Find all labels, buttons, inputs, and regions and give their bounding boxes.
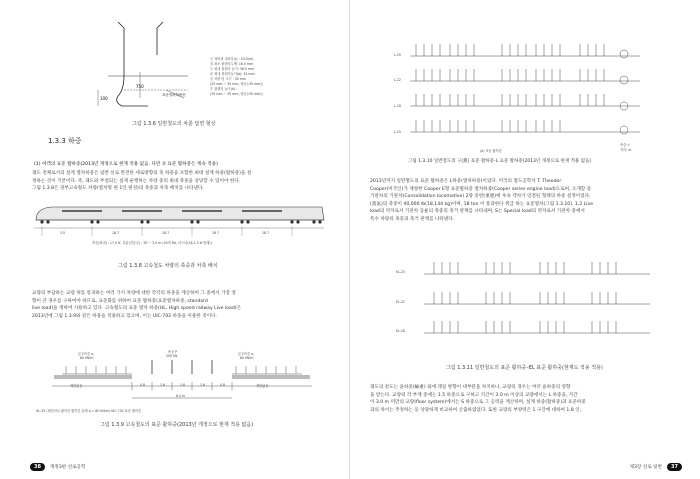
- paragraph-line: 을 받는다. 교량의 각 부재 중에는 1.5 하중으로 구하고 지간이 3.0 m 이상의 교량에서는 L 하중을, 지간: [370, 392, 578, 398]
- paragraph-line: 그림 1.3.8은 경부고속철도 차량(열차형 편 1인 편성)의 축중과 차축 배치를 나타낸다.: [32, 186, 204, 192]
- fig10-legend: 축중: t: [620, 143, 630, 147]
- fig9-mid-value: 250 kN: [166, 354, 178, 358]
- fig10-caption: 그림 1.3.10 일반철도의 구(舊) 표준 활하중-L 표준 활하중(2013년 개정으로 현재 적용 없음): [408, 159, 592, 164]
- fig8-caption: 그림 1.3.8 고속철도 차량의 축중과 차축 배치: [118, 263, 218, 269]
- fig9-dim: 0.8: [140, 383, 146, 387]
- fig6-legend-item: ⓒ 최대 플랜지 높이: 36.0 mm: [210, 67, 255, 71]
- fig11-row-label: EL-18: [396, 329, 405, 333]
- wheel-profile-figure: [88, 20, 208, 120]
- left-footer: [30, 461, 85, 473]
- fig9-dim: 0.8: [220, 383, 226, 387]
- fig6-legend-item: ⓕ 플랜지 높이(h) :: [210, 87, 238, 91]
- fig10-legend: 거리: m: [620, 148, 632, 152]
- fig6-legend-item: ⓔ 차량 및 크기 : 30 mm: [210, 77, 247, 81]
- running-title: 제3장 선로 일반: [629, 465, 663, 470]
- paragraph-line: 2013년에 그림 1.3.9와 같은 하중을 적용하고 있으며, 이는 UIC-702 하중을 이용한 것이다.: [32, 313, 217, 319]
- fig10-row-label: L-18: [394, 104, 401, 108]
- svg-text:18.7: 18.7: [262, 231, 270, 235]
- fig9-right-value: 80 kN/m: [240, 356, 254, 360]
- fig9-total: 6.4 m: [176, 394, 186, 398]
- paragraph-2: [32, 290, 324, 320]
- fig11-row-label: EL-22: [396, 300, 405, 304]
- fig9-ext-right: 제한없음: [256, 384, 269, 388]
- fig9-left-label: 분포하중 q: [78, 352, 94, 356]
- fig9-note: HL-25 (레일선로 활하중 활하중 분배 q = 80 kN/m) UIC-702 표준 활하중: [36, 409, 142, 413]
- svg-text:18.7: 18.7: [162, 231, 170, 235]
- fig10-row-label: L-22: [394, 78, 401, 82]
- fig9-dim: 1.6: [180, 383, 186, 387]
- paragraph-line: 기관차의 기관차(Consolidation locomotive) 2량 중련(重連)에 후속 객차가 연결된 형태의 하중 설정이었다.: [370, 194, 591, 200]
- svg-text:3.0: 3.0: [60, 231, 66, 235]
- paragraph-line: 특수 차량의 축중과 축거 관계를 나타낸다.: [370, 216, 455, 222]
- paragraph-line: 이 3.0 m 미만의 교량(floor system)에서는 S 하중으로 그 응력을 계산하며, 설계 하중(활하중)과 표준하중: [370, 400, 586, 406]
- paragraph-line: 정하는 것이 기본이다. 즉, 궤도와 부설되는 실제 운행하는 차량 중의 최대 축중을 상당할 수 있어야 한다.: [32, 178, 241, 184]
- fig9-left-value: 80 kN/m: [80, 356, 94, 360]
- train-axle-figure: [32, 198, 327, 258]
- paragraph-line: 궤도의 강도는 윤하중(輪重) 외에 레일 방향이 대부분을 차지하나, 교량의 경우는 여러 윤하중의 영향: [370, 385, 571, 390]
- fig9-dim: 1.6: [200, 383, 206, 387]
- running-title: 개정3판 선로공학: [49, 465, 86, 470]
- paragraph-line: 향이 큰 경우를 구하여야 하므로, 표준화를 위하여 표준 활하중(표준열차하중, standard: [32, 298, 208, 304]
- fig9-ext-left: 제한없음: [70, 384, 83, 388]
- paragraph-line: 궤도 전체로서의 설계 열차하중은 일반 선로 완전한 세로방향의 축 하중을 포함한 최대 설계 하중(활하중)을 설: [32, 171, 252, 176]
- hl-load-figure: [32, 346, 327, 416]
- svg-text:750: 750: [136, 84, 144, 89]
- paragraph-line: (蒸氣)의 축중이 40,000 lb(18,144 kg)이며, 18 ton 이 통과한다 취급 하는 표준열차(그림 1.3.10). 1,2 Live: [370, 201, 594, 207]
- fig6-legend-item: ⓑ 최소 플랜지두께: 16.0 mm: [210, 62, 254, 66]
- fig10-row-label: L-15: [394, 130, 401, 134]
- svg-text:표준열차하중선: 표준열차하중선: [162, 93, 186, 97]
- fig9-dim: 1.6: [160, 383, 166, 387]
- paragraph-line: 교량의 부담하는 교량 위를 통과하는 여러 가지 차량에 대한 각각의 하중을 계산하여 그 중에서 가장 영: [32, 291, 236, 296]
- fig9-right-label: 분포하중 q: [238, 352, 254, 356]
- right-footer: [630, 461, 682, 473]
- fig10-row-label: L-25: [394, 53, 401, 57]
- right-page: [350, 0, 700, 479]
- paragraph-line: 2013년까지 일반철도의 표준 활하중은 L하중(열차하중)이었다. 미국의 철도공학자 T. Theodor: [370, 179, 562, 184]
- fig11-caption: 그림 1.3.11 일반철도의 표준 활하중–EL 표준 활하중(현재도 적용 적용): [446, 365, 603, 371]
- fig10-sub: (a) 표준 활하중: [480, 149, 502, 153]
- paragraph-line: 과의 차이는 추정하는 등 상당하게 비교하여 산출하였었다. 또한 교량의 부양력은 1 구간에 대하여 1.8 인,: [370, 407, 582, 413]
- fig6-legend-item: ⓐ 차바퀴 내려갈(r) : 20.0(m): [210, 57, 254, 61]
- fig6-legend-item: (25 mm ~ 35 mm, 평균(:30 mm)): [210, 82, 263, 86]
- sub-heading: (1) 여객의 표준 활하중(2013년 개정으로 현재 적용 없음. 다만 ③ 표준 활하중은 계속 적용): [34, 162, 218, 167]
- fig6-legend: [210, 56, 263, 96]
- fig6-legend-item: ⓓ 최대 플랜지높이(b): 33 mm: [210, 72, 255, 76]
- page-number: 38: [30, 463, 45, 471]
- fig9-caption: 그림 1.3.9 고속철도의 표준 활하중(2013년 개정으로 현재 적용 없음): [100, 422, 254, 428]
- paragraph-4: [370, 384, 670, 414]
- fig6-legend-item: (25 mm ~ 35 mm, 평균(:30 mm)): [210, 92, 263, 96]
- l-load-figure: [410, 40, 650, 150]
- fig8-note: 축중(최대) : 17.0 tf, 차륜(진동수) : 30 ~ 3.0 m (20개 Rd, 마스터(18-1.5 tf 탑재)): [92, 241, 212, 245]
- el-load-figure: [424, 258, 654, 348]
- fig6-caption: 그림 1.3.6 일반철도의 차륜 답면 형상: [132, 121, 216, 127]
- paragraph-1: [32, 170, 324, 193]
- paragraph-line: live load)을 정하여 사용하고 있다. 고속철도의 표준 열차 하중(HL, High speed railway Live load)은: [32, 306, 242, 312]
- paragraph-line: Cooper(미국인)가 제창한 Cooper E형 표준활하중 열차하중(Cooper series engine load)으로써, 소개할 증: [370, 186, 592, 192]
- svg-text:18.7: 18.7: [212, 231, 220, 235]
- fig9-mid-label: 축중 P: [168, 350, 178, 354]
- svg-text:100: 100: [100, 96, 108, 101]
- paragraph-3: [370, 178, 670, 223]
- section-title: 1.3.3 하중: [48, 137, 82, 145]
- svg-text:18.7: 18.7: [112, 231, 120, 235]
- fig11-row-label: EL-25: [396, 270, 405, 274]
- paragraph-line: load의 약자로서 기관차 동륜의 축중의 축거 관계를 나타내며, S는 Special load의 약자로서 기관차 중에서: [370, 209, 585, 215]
- page-number: 37: [667, 463, 682, 471]
